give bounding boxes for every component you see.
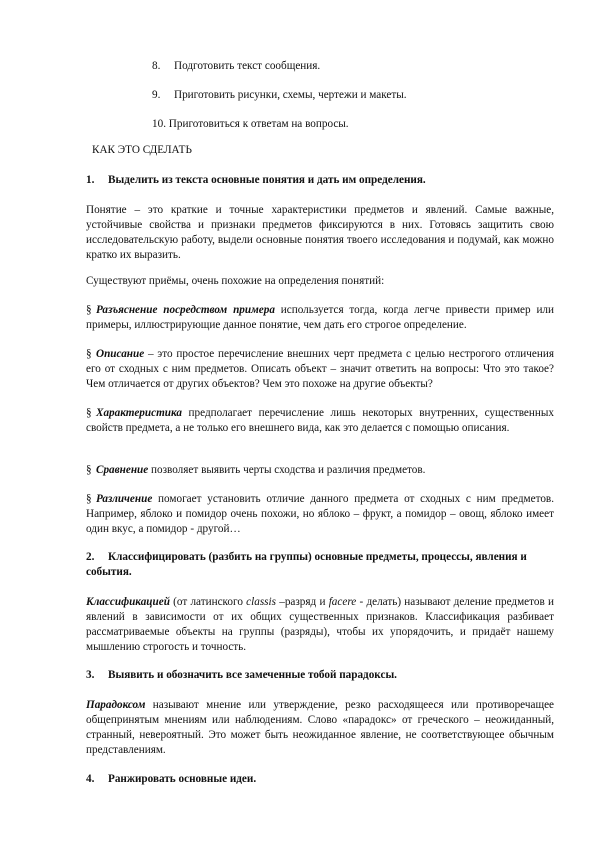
section-title-4: 4. Ранжировать основные идеи. — [86, 773, 257, 785]
bullet-icon: § — [86, 407, 92, 419]
paragraph-paradox: Парадоксом называют мнение или утверждение, резко расходящееся или противоречащее общепринятым мнениям или наблюдениям. Слово «парадокс» от греческого – неожиданный, странный, невероятный. Это может быть неожиданное явление, не соответствующее обычным представлениям. — [86, 699, 554, 756]
list-item: 8. Подготовить текст сообщения. — [152, 60, 321, 72]
bullet-icon: § — [86, 304, 92, 316]
bullet-item-example: § Разъяснение посредством примера используется тогда, когда легче привести пример или примеры, иллюстрирующие данное понятие, чем дать его строгое определение. — [86, 304, 555, 331]
bullet-icon: § — [86, 464, 92, 476]
section-title-3: 3. Выявить и обозначить все замеченные тобой парадоксы. — [86, 669, 397, 681]
bullet-item-characteristic: § Характеристика предполагает перечисление лишь некоторых внутренних, существенных свойств предмета, а не только его внешнего вида, как это делается с помощью описания. — [86, 407, 554, 434]
section-title-1: 1. Выделить из текста основные понятия и дать им определения. — [86, 174, 426, 186]
bullet-item-comparison: § Сравнение позволяет выявить черты сходства и различия предметов. — [86, 464, 426, 476]
bullet-icon: § — [86, 493, 92, 505]
section-heading: КАК ЭТО СДЕЛАТЬ — [92, 144, 192, 156]
paragraph-classification: Классификацией (от латинского classis –разряд и facere - делать) называют деление предметов и явлений в зависимости от их общих существенных признаков. Классификация разбивает рассматриваемые объекты на группы (разряды), чтобы их упорядочить, и придаёт нашему мышлению строгость и точность. — [86, 596, 554, 653]
bullet-item-description: § Описание – это простое перечисление внешних черт предмета с целью нестрогого отличения его от сходных с ним предметов. Описать объект – значит ответить на вопросы: Что это такое? Чем отличается от других объектов? Чем это похоже на другие объекты? — [86, 348, 554, 390]
bullet-icon: § — [86, 348, 92, 360]
paragraph-intro: Существуют приёмы, очень похожие на определения понятий: — [86, 275, 385, 287]
paragraph-ponyatie: Понятие – это краткие и точные характеристики предметов и явлений. Самые важные, устойчивые свойства и признаки предметов фиксируются в них. Готовясь защитить свою исследовательскую работу, выдели основные понятия твоего исследования и подумай, как можно кратко их выразить. — [86, 204, 554, 261]
list-item: 9. Приготовить рисунки, схемы, чертежи и макеты. — [152, 89, 407, 101]
section-title-2: 2. Классифицировать (разбить на группы) основные предметы, процессы, явления и события. — [86, 551, 527, 578]
list-item: 10. Приготовиться к ответам на вопросы. — [152, 118, 349, 130]
bullet-item-distinction: § Различение помогает установить отличие данного предмета от сходных с ним предметов. Например, яблоко и помидор очень похожи, но яблоко – фрукт, а помидор – овощ, яблоко имеет один вкус, а помидор - другой… — [86, 493, 554, 535]
